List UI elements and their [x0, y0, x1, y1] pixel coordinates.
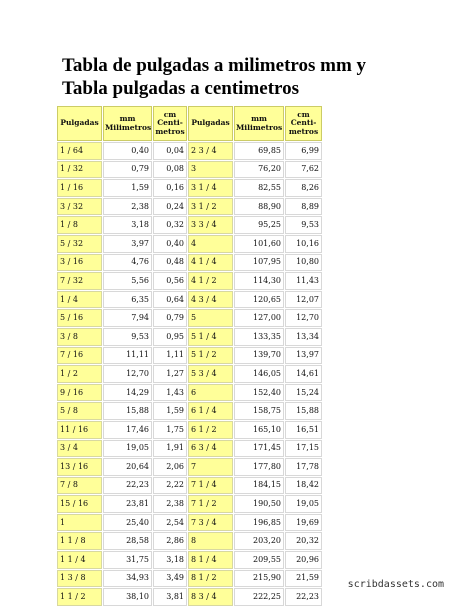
cm-cell: 13,97	[285, 347, 322, 365]
inch-cell: 5 / 32	[57, 235, 102, 253]
table-row	[57, 477, 322, 495]
inch-cell: 3 1 / 2	[188, 198, 233, 216]
mm-cell: 139,70	[234, 347, 284, 365]
mm-cell: 23,81	[103, 495, 152, 513]
column-header-line: Centi-	[290, 118, 317, 128]
cm-cell: 0,40	[153, 235, 187, 253]
cm-cell: 0,16	[153, 179, 187, 197]
mm-cell: 82,55	[234, 179, 284, 197]
inch-cell: 8 1 / 4	[188, 551, 233, 569]
mm-cell: 34,93	[103, 570, 152, 588]
cm-cell: 1,27	[153, 365, 187, 383]
inch-cell: 7 1 / 4	[188, 477, 233, 495]
mm-cell: 0,79	[103, 161, 152, 179]
table-header	[57, 106, 322, 141]
inch-cell: 5 / 16	[57, 309, 102, 327]
cm-cell: 16,51	[285, 421, 322, 439]
cm-cell: 11,43	[285, 272, 322, 290]
cm-cell: 0,56	[153, 272, 187, 290]
mm-cell: 196,85	[234, 514, 284, 532]
cm-cell: 10,80	[285, 254, 322, 272]
cm-cell: 1,91	[153, 440, 187, 458]
cm-cell: 3,49	[153, 570, 187, 588]
table-row	[57, 458, 322, 476]
mm-cell: 28,58	[103, 532, 152, 550]
mm-cell: 19,05	[103, 440, 152, 458]
column-header	[57, 106, 102, 141]
mm-cell: 114,30	[234, 272, 284, 290]
inch-cell: 3 / 8	[57, 328, 102, 346]
table-row	[57, 272, 322, 290]
mm-cell: 107,95	[234, 254, 284, 272]
mm-cell: 101,60	[234, 235, 284, 253]
mm-cell: 190,50	[234, 495, 284, 513]
inch-cell: 9 / 16	[57, 384, 102, 402]
inch-cell: 2 3 / 4	[188, 142, 233, 160]
mm-cell: 209,55	[234, 551, 284, 569]
cm-cell: 0,48	[153, 254, 187, 272]
mm-cell: 20,64	[103, 458, 152, 476]
cm-cell: 17,15	[285, 440, 322, 458]
cm-cell: 8,26	[285, 179, 322, 197]
header-row	[57, 106, 322, 141]
table-row	[57, 198, 322, 216]
inch-cell: 5	[188, 309, 233, 327]
mm-cell: 0,40	[103, 142, 152, 160]
cm-cell: 1,59	[153, 402, 187, 420]
column-header	[103, 106, 152, 141]
table-row	[57, 216, 322, 234]
mm-cell: 14,29	[103, 384, 152, 402]
inch-cell: 3 / 32	[57, 198, 102, 216]
inch-cell: 6 1 / 2	[188, 421, 233, 439]
cm-cell: 7,62	[285, 161, 322, 179]
inch-cell: 1	[57, 514, 102, 532]
cm-cell: 20,96	[285, 551, 322, 569]
cm-cell: 0,04	[153, 142, 187, 160]
table-row	[57, 514, 322, 532]
mm-cell: 5,56	[103, 272, 152, 290]
table-row	[57, 421, 322, 439]
inch-cell: 4 1 / 2	[188, 272, 233, 290]
mm-cell: 184,15	[234, 477, 284, 495]
cm-cell: 10,16	[285, 235, 322, 253]
mm-cell: 1,59	[103, 179, 152, 197]
column-header-line: cm	[163, 109, 177, 119]
title-line-2: Tabla pulgadas a centimetros	[62, 78, 300, 99]
cm-cell: 12,07	[285, 291, 322, 309]
cm-cell: 19,05	[285, 495, 322, 513]
inch-cell: 6 3 / 4	[188, 440, 233, 458]
mm-cell: 4,76	[103, 254, 152, 272]
table-row	[57, 291, 322, 309]
mm-cell: 12,70	[103, 365, 152, 383]
column-header	[153, 106, 187, 141]
inch-cell: 6 1 / 4	[188, 402, 233, 420]
mm-cell: 88,90	[234, 198, 284, 216]
mm-cell: 171,45	[234, 440, 284, 458]
inch-cell: 1 / 2	[57, 365, 102, 383]
cm-cell: 13,34	[285, 328, 322, 346]
mm-cell: 95,25	[234, 216, 284, 234]
mm-cell: 15,88	[103, 402, 152, 420]
mm-cell: 127,00	[234, 309, 284, 327]
column-header-line: Centi-	[157, 118, 183, 128]
mm-cell: 38,10	[103, 588, 152, 606]
cm-cell: 21,59	[285, 570, 322, 588]
inch-cell: 15 / 16	[57, 495, 102, 513]
table-row	[57, 532, 322, 550]
cm-cell: 1,43	[153, 384, 187, 402]
inch-cell: 8 1 / 2	[188, 570, 233, 588]
table-body	[57, 142, 322, 606]
mm-cell: 31,75	[103, 551, 152, 569]
table-row	[57, 161, 322, 179]
mm-cell: 17,46	[103, 421, 152, 439]
cm-cell: 17,78	[285, 458, 322, 476]
cm-cell: 14,61	[285, 365, 322, 383]
column-header-line: Pulgadas	[191, 118, 230, 128]
mm-cell: 7,94	[103, 309, 152, 327]
cm-cell: 2,54	[153, 514, 187, 532]
column-header	[285, 106, 322, 141]
cm-cell: 6,99	[285, 142, 322, 160]
inch-cell: 3 3 / 4	[188, 216, 233, 234]
mm-cell: 22,23	[103, 477, 152, 495]
inch-cell: 8 3 / 4	[188, 588, 233, 606]
column-header-line: mm	[251, 114, 267, 123]
mm-cell: 203,20	[234, 532, 284, 550]
mm-cell: 9,53	[103, 328, 152, 346]
table-row	[57, 440, 322, 458]
mm-cell: 152,40	[234, 384, 284, 402]
cm-cell: 19,69	[285, 514, 322, 532]
column-header-line: metros	[288, 126, 319, 136]
cm-cell: 1,11	[153, 347, 187, 365]
inch-cell: 1 1 / 8	[57, 532, 102, 550]
mm-cell: 158,75	[234, 402, 284, 420]
table-row	[57, 328, 322, 346]
inch-cell: 3 / 4	[57, 440, 102, 458]
inch-cell: 13 / 16	[57, 458, 102, 476]
inch-cell: 5 1 / 2	[188, 347, 233, 365]
inch-cell: 4 3 / 4	[188, 291, 233, 309]
table-row	[57, 495, 322, 513]
mm-cell: 222,25	[234, 588, 284, 606]
mm-cell: 6,35	[103, 291, 152, 309]
watermark-text: scribdassets.com	[347, 579, 444, 590]
column-header	[234, 106, 284, 141]
inch-cell: 5 3 / 4	[188, 365, 233, 383]
inch-cell: 1 / 64	[57, 142, 102, 160]
cm-cell: 2,86	[153, 532, 187, 550]
inch-cell: 1 / 4	[57, 291, 102, 309]
title-line-1: Tabla de pulgadas a milimetros mm y	[62, 55, 367, 76]
conversion-table	[56, 105, 323, 607]
mm-cell: 2,38	[103, 198, 152, 216]
cm-cell: 3,81	[153, 588, 187, 606]
inch-cell: 5 1 / 4	[188, 328, 233, 346]
inch-cell: 1 1 / 2	[57, 588, 102, 606]
table-row	[57, 402, 322, 420]
mm-cell: 76,20	[234, 161, 284, 179]
inch-cell: 7 / 16	[57, 347, 102, 365]
cm-cell: 2,38	[153, 495, 187, 513]
mm-cell: 120,65	[234, 291, 284, 309]
cm-cell: 0,79	[153, 309, 187, 327]
cm-cell: 2,06	[153, 458, 187, 476]
inch-cell: 7 3 / 4	[188, 514, 233, 532]
mm-cell: 215,90	[234, 570, 284, 588]
cm-cell: 9,53	[285, 216, 322, 234]
cm-cell: 20,32	[285, 532, 322, 550]
table-row	[57, 365, 322, 383]
column-header-line: metros	[155, 126, 185, 136]
inch-cell: 7 1 / 2	[188, 495, 233, 513]
inch-cell: 5 / 8	[57, 402, 102, 420]
mm-cell: 11,11	[103, 347, 152, 365]
inch-cell: 1 / 8	[57, 216, 102, 234]
mm-cell: 133,35	[234, 328, 284, 346]
cm-cell: 15,24	[285, 384, 322, 402]
cm-cell: 12,70	[285, 309, 322, 327]
cm-cell: 0,08	[153, 161, 187, 179]
mm-cell: 165,10	[234, 421, 284, 439]
inch-cell: 3 / 16	[57, 254, 102, 272]
inch-cell: 8	[188, 532, 233, 550]
table-row	[57, 309, 322, 327]
inch-cell: 7 / 8	[57, 477, 102, 495]
table-row	[57, 570, 322, 588]
inch-cell: 1 / 16	[57, 179, 102, 197]
table-row	[57, 588, 322, 606]
column-header-line: Milimetros	[236, 122, 283, 132]
table-row	[57, 254, 322, 272]
cm-cell: 1,75	[153, 421, 187, 439]
table-row	[57, 235, 322, 253]
inch-cell: 1 3 / 8	[57, 570, 102, 588]
inch-cell: 7 / 32	[57, 272, 102, 290]
cm-cell: 8,89	[285, 198, 322, 216]
cm-cell: 0,32	[153, 216, 187, 234]
inch-cell: 1 1 / 4	[57, 551, 102, 569]
mm-cell: 25,40	[103, 514, 152, 532]
cm-cell: 22,23	[285, 588, 322, 606]
table-row	[57, 347, 322, 365]
inch-cell: 4	[188, 235, 233, 253]
inch-cell: 6	[188, 384, 233, 402]
table-row	[57, 551, 322, 569]
mm-cell: 69,85	[234, 142, 284, 160]
inch-cell: 11 / 16	[57, 421, 102, 439]
table-row	[57, 142, 322, 160]
cm-cell: 0,95	[153, 328, 187, 346]
column-header-line: mm	[119, 114, 136, 123]
mm-cell: 3,18	[103, 216, 152, 234]
inch-cell: 1 / 32	[57, 161, 102, 179]
column-header	[188, 106, 233, 141]
inch-cell: 3	[188, 161, 233, 179]
table-row	[57, 179, 322, 197]
mm-cell: 3,97	[103, 235, 152, 253]
column-header-line: Milimetros	[105, 122, 152, 132]
cm-cell: 0,24	[153, 198, 187, 216]
column-header-line: Pulgadas	[60, 118, 99, 128]
column-header-line: cm	[297, 109, 310, 119]
cm-cell: 15,88	[285, 402, 322, 420]
cm-cell: 3,18	[153, 551, 187, 569]
inch-cell: 3 1 / 4	[188, 179, 233, 197]
page-title	[62, 54, 432, 100]
cm-cell: 18,42	[285, 477, 322, 495]
inch-cell: 7	[188, 458, 233, 476]
table-row	[57, 384, 322, 402]
inch-cell: 4 1 / 4	[188, 254, 233, 272]
mm-cell: 146,05	[234, 365, 284, 383]
mm-cell: 177,80	[234, 458, 284, 476]
cm-cell: 2,22	[153, 477, 187, 495]
cm-cell: 0,64	[153, 291, 187, 309]
